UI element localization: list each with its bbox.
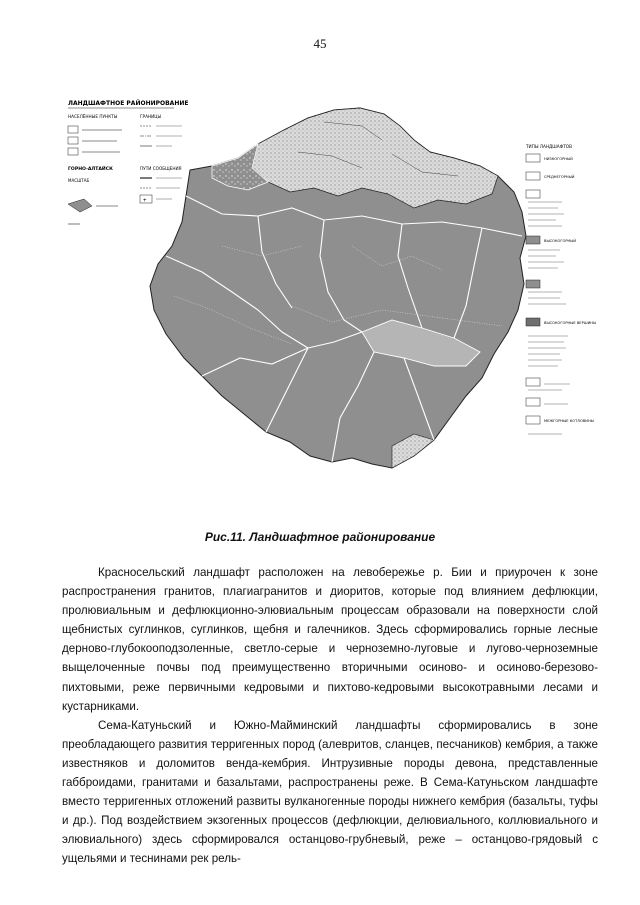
figure-caption: Рис.11. Ландшафтное районирование <box>204 530 436 544</box>
legend-borders-heading: ГРАНИЦЫ <box>140 114 162 119</box>
legend-settlements-heading: НАСЕЛЁННЫЕ ПУНКТЫ <box>68 114 118 119</box>
legend-types-heading: ТИПЫ ЛАНДШАФТОВ <box>526 144 572 149</box>
paragraph: Сема-Катуньский и Южно-Майминский ландшафты сформировались в зоне преобладающего развития терригенных пород (алевритов, сланцев, песчаников) кембрия, а также известняков и доломитов венда-кембрия. Интрузивные породы девона, представленные габброидами, гранитами и базальтами, распространены реже. В Сема-Катуньском ландшафте вместо терригенных отложений развиты вулканогенные породы нижнего кембрия (базальты, туфы и др.). Под воздействием экзогенных процессов (дефлюкции, делювиального, коллювиального и элювиального) здесь сформировался останцово-грубневый, реже – останцово-грядовый с ущельями и теснинами рек рель- <box>62 718 598 866</box>
legend-region-label: ГОРНО-АЛТАЙСК <box>68 167 113 172</box>
landscape-map <box>62 96 597 496</box>
legend-scale-label: МАСШТАБ <box>68 178 90 183</box>
legend-entry-high-mountain: ВЫСОКОГОРНЫЙ <box>544 239 577 243</box>
map-legend-left <box>68 114 182 224</box>
legend-entry-basins: МЕЖГОРНЫЕ КОТЛОВИНЫ <box>544 419 594 423</box>
legend-entry-summits: ВЫСОКОГОРНЫЕ ВЕРШИНЫ <box>544 321 597 325</box>
paragraph: Красносельский ландшафт расположен на левобережье р. Бии и приурочен к зоне распространения гранитов, плагиагранитов и диоритов, которые под влиянием дефлюкции, пролювиальным и дефлюкционно-элювиальным процессам образовали на поверхности слой щебнистых суглинков, суглинков, щебня и галечников. Здесь сформировались горные лесные дерново-глубокооподзоленные, светло-серые и черноземно-луговые и лугово-черноземные выщелоченные почвы под преимущественно вторичными осиново- и осиново-березово-пихтовыми, реже первичными кедровыми и пихтово-кедровыми высокотравными лесами и кустарниками. <box>62 566 598 713</box>
legend-entry-low-mountain: НИЗКОГОРНЫЙ <box>544 157 573 161</box>
body-text <box>62 563 598 869</box>
landscape-map-figure <box>62 96 597 496</box>
map-title: ЛАНДШАФТНОЕ РАЙОНИРОВАНИЕ <box>68 100 189 107</box>
legend-entry-mid-mountain: СРЕДНЕГОРНЫЙ <box>544 175 575 179</box>
map-territory <box>150 108 526 468</box>
map-legend-right <box>525 144 596 434</box>
page-number: 45 <box>313 36 327 51</box>
svg-text:+: + <box>143 198 147 204</box>
legend-roads-heading: ПУТИ СООБЩЕНИЯ <box>140 166 182 171</box>
